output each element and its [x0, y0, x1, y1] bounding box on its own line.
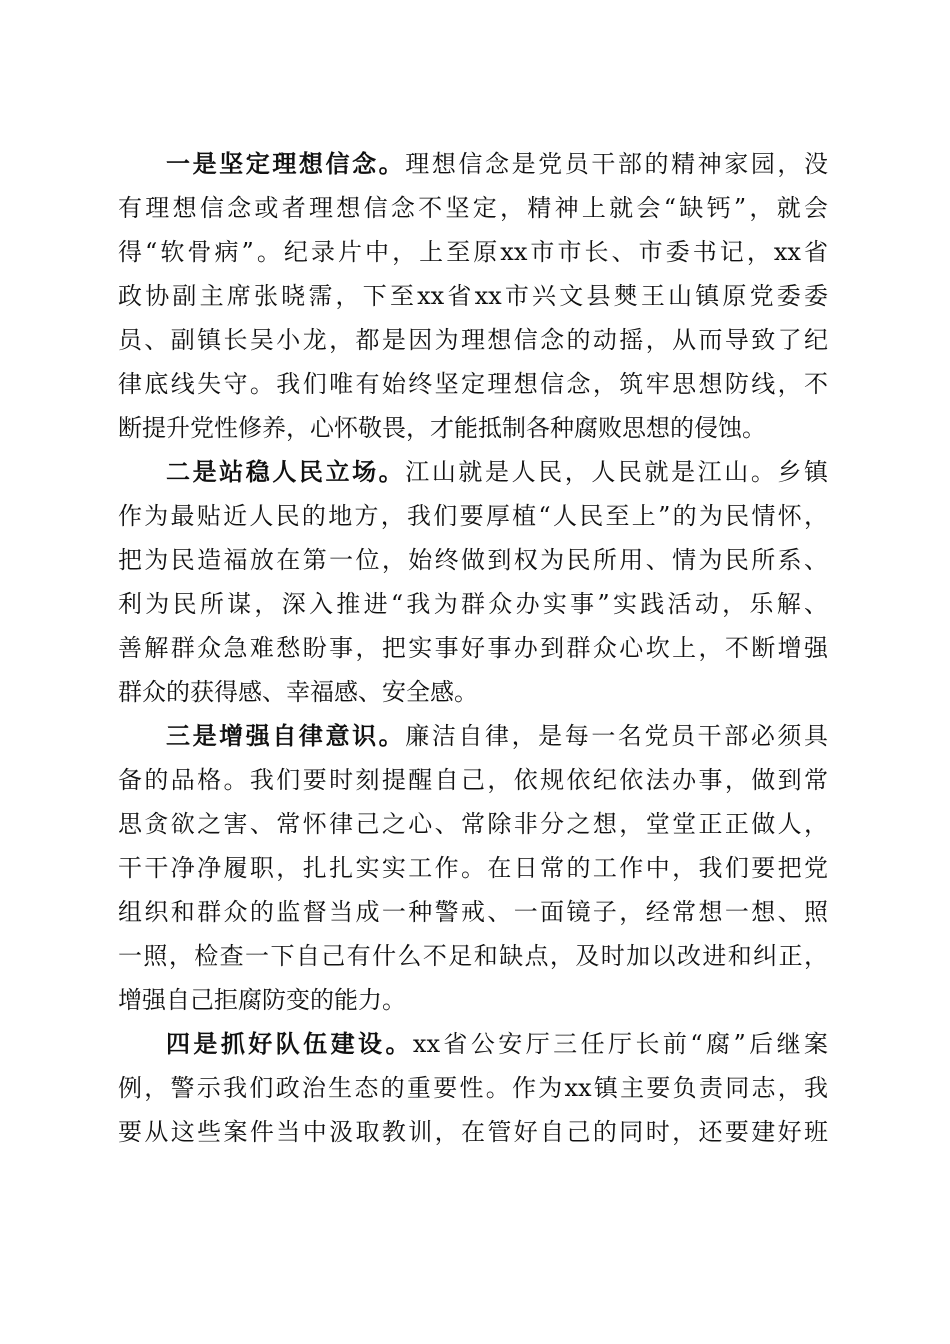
paragraph-2 — [118, 450, 828, 714]
paragraph-line: 例，警示我们政治生态的重要性。作为xx镇主要负责同志，我 — [118, 1074, 828, 1102]
paragraph-line: 思贪欲之害、常怀律己之心、常除非分之想，堂堂正正做人， — [118, 810, 828, 838]
paragraph-heading: 二是站稳人民立场。 — [166, 457, 406, 486]
paragraph-line: 一是坚定理想信念。理想信念是党员干部的精神家园，没 — [166, 149, 828, 178]
paragraph-line: 一照，检查一下自己有什么不足和缺点，及时加以改进和纠正， — [118, 942, 828, 970]
paragraph-line: 有理想信念或者理想信念不坚定，精神上就会“缺钙”，就会 — [118, 194, 828, 222]
paragraph-line: 要从这些案件当中汲取教训，在管好自己的同时，还要建好班 — [118, 1118, 828, 1146]
paragraph-line: 断提升党性修养，心怀敬畏，才能抵制各种腐败思想的侵蚀。 — [118, 414, 766, 442]
paragraph-line: 律底线失守。我们唯有始终坚定理想信念，筑牢思想防线，不 — [118, 370, 828, 398]
paragraph-heading: 一是坚定理想信念。 — [166, 149, 406, 178]
paragraph-line: 员、副镇长吴小龙，都是因为理想信念的动摇，从而导致了纪 — [118, 326, 828, 354]
paragraph-line: 三是增强自律意识。廉洁自律，是每一名党员干部必须具 — [166, 721, 828, 750]
paragraph-line: 四是抓好队伍建设。xx省公安厅三任厅长前“腐”后继案 — [166, 1029, 828, 1058]
paragraph-heading: 四是抓好队伍建设。 — [166, 1029, 413, 1058]
paragraph-line: 利为民所谋，深入推进“我为群众办实事”实践活动，乐解、 — [118, 590, 828, 618]
paragraph-line: 群众的获得感、幸福感、安全感。 — [118, 678, 478, 706]
paragraph-3 — [118, 714, 828, 1022]
paragraph-line: 备的品格。我们要时刻提醒自己，依规依纪依法办事，做到常 — [118, 766, 828, 794]
paragraph-4 — [118, 1022, 828, 1154]
paragraph-line: 二是站稳人民立场。江山就是人民，人民就是江山。乡镇 — [166, 457, 828, 486]
paragraph-heading: 三是增强自律意识。 — [166, 721, 406, 750]
paragraph-line: 作为最贴近人民的地方，我们要厚植“人民至上”的为民情怀， — [118, 502, 828, 530]
document-body — [118, 142, 828, 1154]
paragraph-line: 干干净净履职，扎扎实实工作。在日常的工作中，我们要把党 — [118, 854, 828, 882]
paragraph-line: 把为民造福放在第一位，始终做到权为民所用、情为民所系、 — [118, 546, 828, 574]
paragraph-line: 组织和群众的监督当成一种警戒、一面镜子，经常想一想、照 — [118, 898, 828, 926]
paragraph-line: 政协副主席张晓霈，下至xx省xx市兴文县僰王山镇原党委委 — [118, 282, 828, 310]
paragraph-line: 善解群众急难愁盼事，把实事好事办到群众心坎上，不断增强 — [118, 634, 828, 662]
paragraph-line: 增强自己拒腐防变的能力。 — [118, 986, 406, 1014]
paragraph-line: 得“软骨病”。纪录片中，上至原xx市市长、市委书记，xx省 — [118, 238, 828, 266]
paragraph-1 — [118, 142, 828, 450]
